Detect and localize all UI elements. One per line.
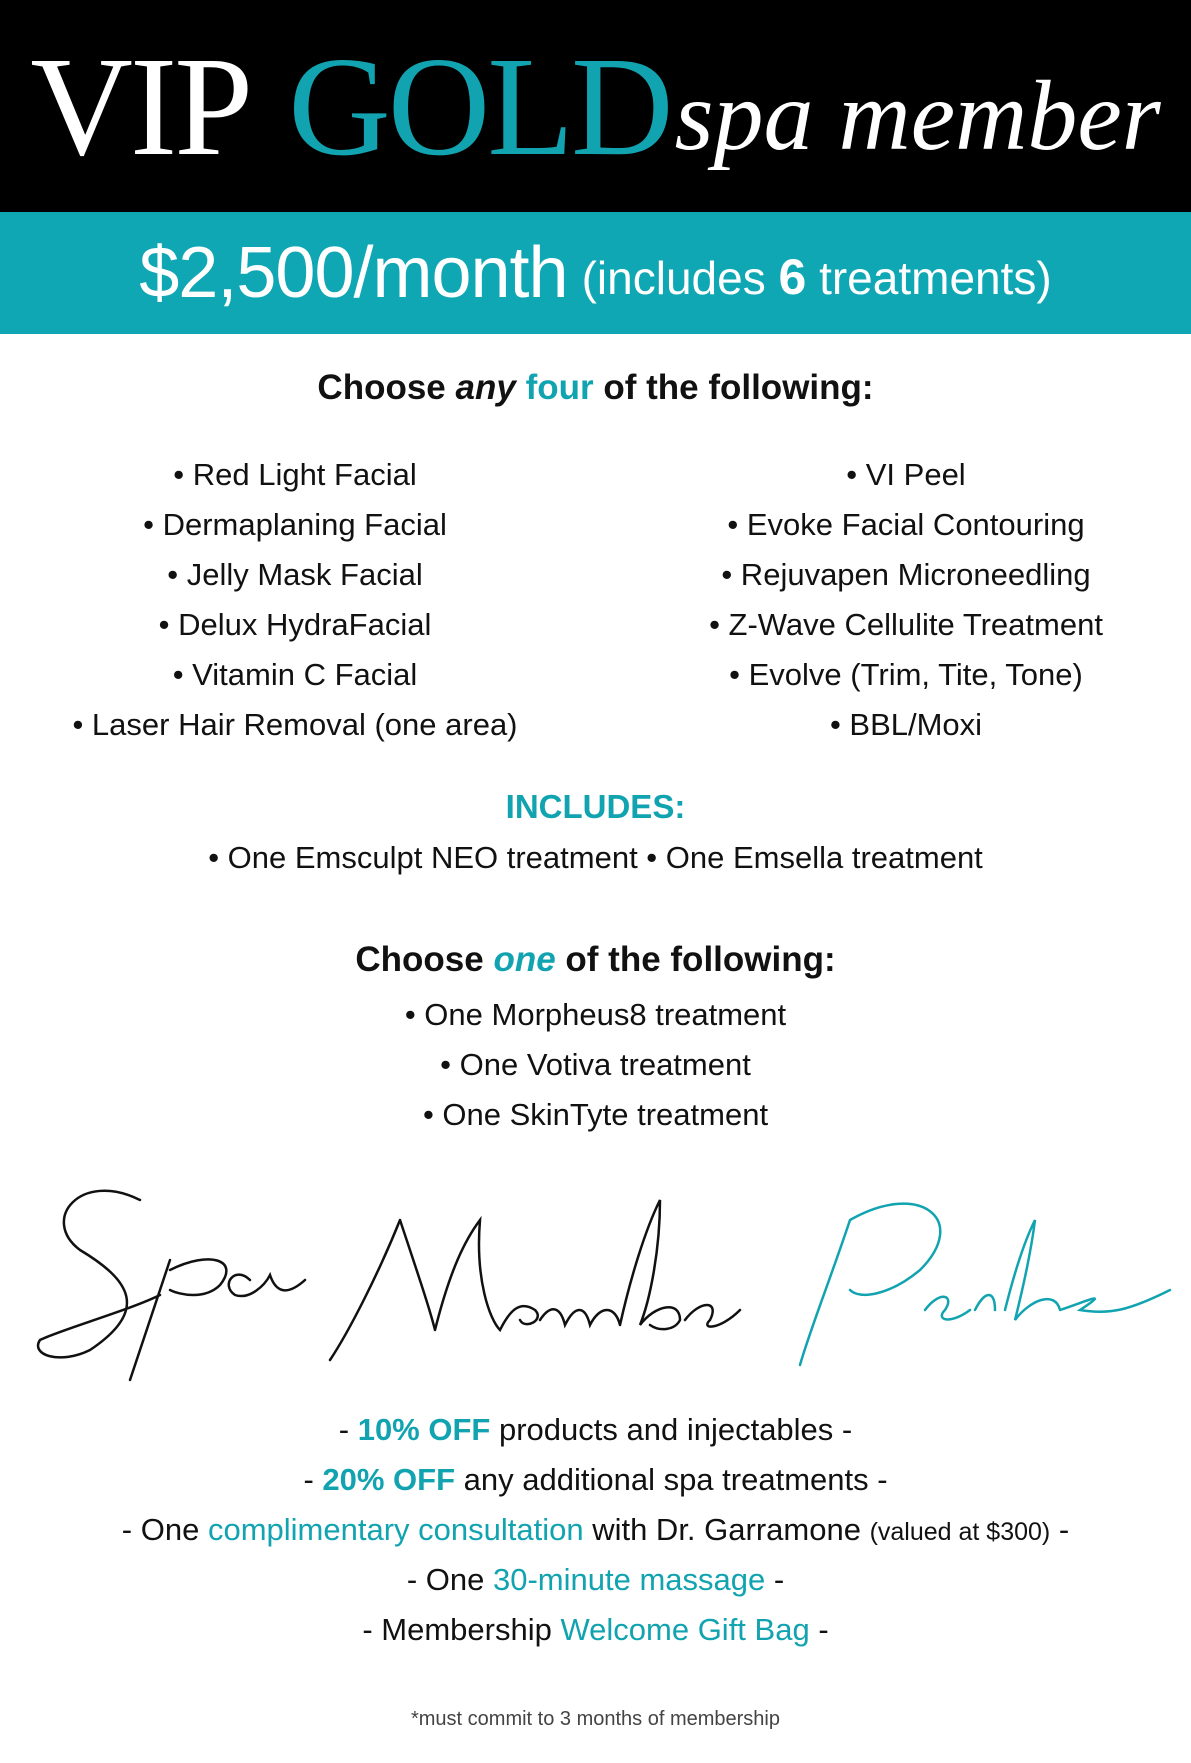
list-item: • Delux HydraFacial [158,607,432,642]
perk-item [0,1605,1191,1655]
choose-one-count: one [493,940,556,979]
perk-text: - [1050,1512,1070,1547]
list-item: • Jelly Mask Facial [167,557,423,592]
perk-value-note: (valued at $300) [869,1518,1051,1546]
list-item: • VI Peel [846,457,966,492]
title-spa-member: spa member [674,60,1161,171]
list-item: • Vitamin C Facial [172,657,418,692]
script-flourish-perks [800,1204,1170,1365]
includes-line: • One Emsculpt NEO treatment • One Emsella treatment [208,840,983,875]
title-vip: VIP [30,27,251,185]
list-item: • One Votiva treatment [440,1047,751,1082]
perk-text: - [809,1612,829,1647]
perk-item [0,1555,1191,1605]
price-note-number: 6 [778,249,807,305]
script-flourish-member [330,1200,740,1360]
perk-highlight: 20% OFF [322,1462,456,1497]
list-item: • One Morpheus8 treatment [404,997,787,1032]
footnote: *must commit to 3 months of membership [410,1708,780,1730]
list-item: • One SkinTyte treatment [422,1097,769,1132]
list-item: • BBL/Moxi [829,707,983,742]
perk-text: with Dr. Garramone [583,1512,870,1547]
perk-text: any additional spa treatments - [455,1462,888,1497]
perk-text: - [303,1462,323,1497]
choose-one-prefix: Choose [355,940,484,979]
list-item: • Dermaplaning Facial [143,507,447,542]
title-gold: GOLD [288,27,671,185]
perk-text: - [338,1412,358,1447]
choose-four-suffix: of the following: [603,368,874,407]
perk-item [0,1405,1191,1455]
list-item: • Red Light Facial [173,457,417,492]
price-band [0,212,1191,334]
header-banner [0,0,1191,212]
includes-heading: INCLUDES: [505,788,686,825]
script-flourish-spa [38,1191,305,1380]
price-note [582,248,1052,306]
perk-text: - Membership [362,1612,561,1647]
choose-four-count: four [525,368,594,407]
choose-four-any: any [455,368,516,407]
list-item: • Evoke Facial Contouring [727,507,1085,542]
perk-text: products and injectables - [490,1412,853,1447]
perk-highlight: 10% OFF [357,1412,491,1447]
choose-one-heading [0,940,1191,980]
perk-highlight: 30-minute massage [492,1562,766,1597]
choose-four-heading [0,368,1191,408]
list-item: • Laser Hair Removal (one area) [72,707,518,742]
price-note-a: (includes [581,252,766,304]
perk-item [0,1505,1191,1555]
choose-one-list [0,990,1191,1140]
spa-member-perks-script [20,1160,1180,1390]
perk-text: - [765,1562,785,1597]
treatment-list-left [35,450,555,750]
choose-one-suffix: of the following: [565,940,836,979]
choose-four-prefix: Choose [317,368,446,407]
treatment-list-right [646,450,1166,750]
list-item: • Z-Wave Cellulite Treatment [709,607,1103,642]
price-text: $2,500/month [139,233,568,313]
list-item: • Rejuvapen Microneedling [721,557,1091,592]
perks-list [0,1405,1191,1655]
price-note-b: treatments) [819,252,1052,304]
perk-highlight: Welcome Gift Bag [560,1612,810,1647]
perk-text: - One [406,1562,493,1597]
perk-highlight: complimentary consultation [207,1512,584,1547]
perk-text: - One [121,1512,208,1547]
list-item: • Evolve (Trim, Tite, Tone) [729,657,1083,692]
perk-item [0,1455,1191,1505]
